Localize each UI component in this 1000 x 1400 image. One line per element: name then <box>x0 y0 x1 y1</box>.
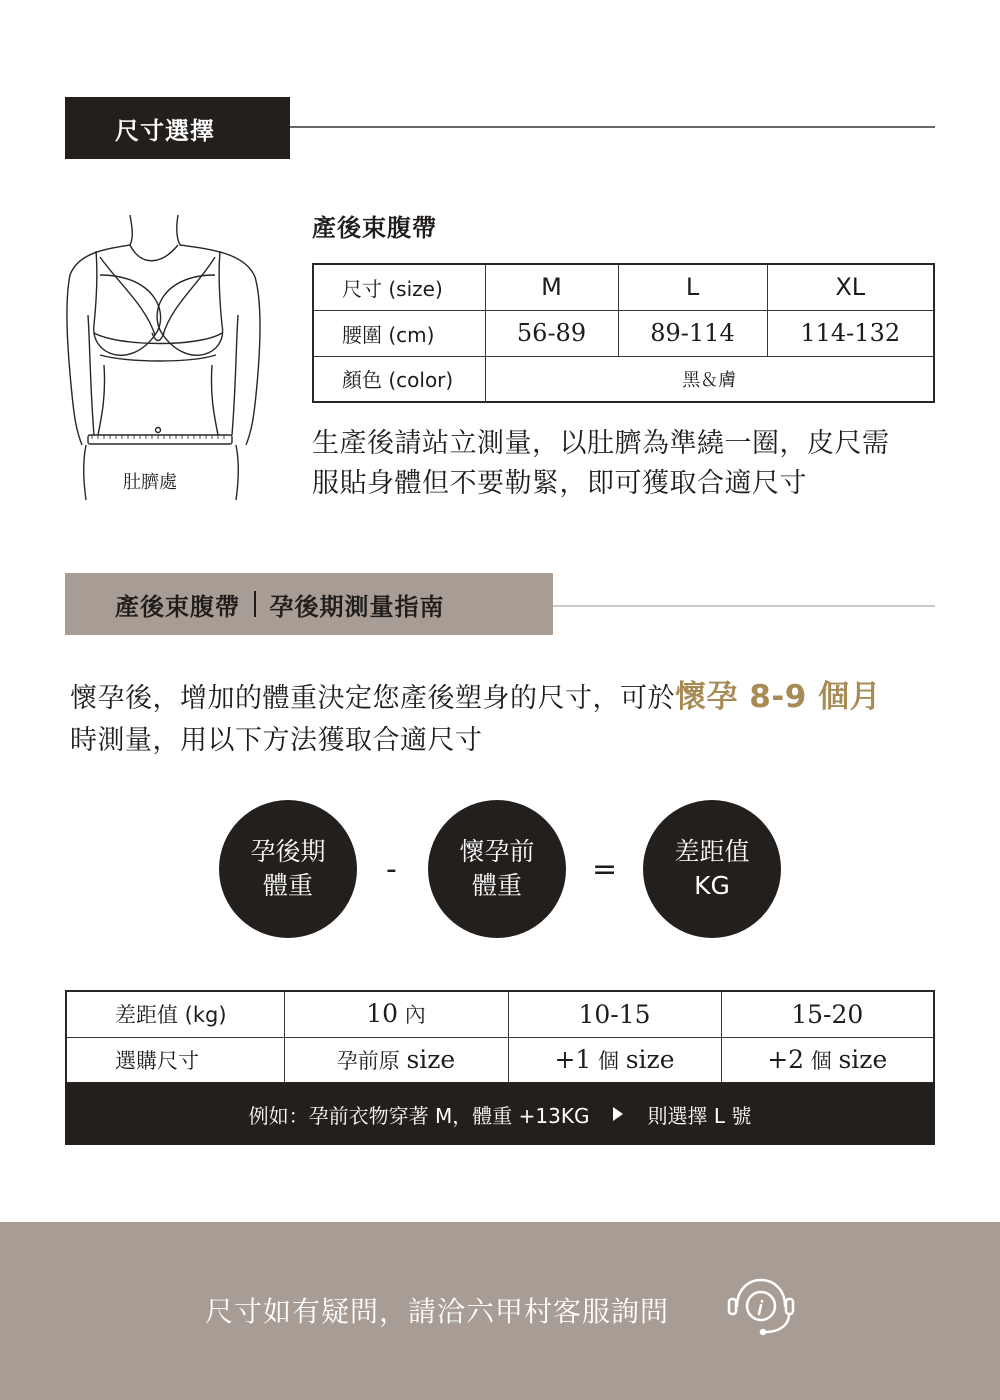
footer-text: 尺寸如有疑問，請洽六甲村客服詢問 <box>205 1295 670 1328</box>
circle-text: 懷孕前 <box>459 837 535 866</box>
table-row <box>313 356 934 402</box>
size-cell: M <box>485 264 618 310</box>
weight-size-table <box>65 990 935 1084</box>
example-bar <box>65 1083 935 1145</box>
section-header-text: 尺寸選擇 <box>115 116 215 145</box>
waist-cell: 114-132 <box>767 310 934 356</box>
table-row <box>313 310 934 356</box>
circle-late-pregnancy-weight <box>219 800 357 938</box>
measure-instructions <box>312 424 942 504</box>
measure-line: 生產後請站立測量，以肚臍為準繞一圈，皮尺需 <box>312 428 890 459</box>
figure-label-navel: 肚臍處 <box>123 472 177 493</box>
example-right: 則選擇 L 號 <box>647 1103 752 1128</box>
circle-text: 孕後期 <box>250 837 326 866</box>
circle-text: 體重 <box>471 871 522 900</box>
divider-line <box>290 126 935 128</box>
guide-line-1 <box>70 676 950 720</box>
example-left: 例如：孕前衣物穿著 M，體重 +13KG <box>248 1103 590 1128</box>
waist-cell: 56-89 <box>485 310 618 356</box>
divider-line <box>553 605 935 607</box>
guide-part: 懷孕後，增加的體重決定您產後塑身的尺寸，可於 <box>70 683 675 714</box>
size-choice-cell: +2 個 size <box>721 1037 934 1083</box>
table-row <box>66 991 934 1037</box>
header-separator <box>254 591 256 617</box>
guide-line-2: 時測量，用以下方法獲取合適尺寸 <box>70 725 483 756</box>
circle-text: KG <box>694 871 730 900</box>
table-row <box>66 1037 934 1083</box>
circle-pre-pregnancy-weight <box>428 800 566 938</box>
waist-cell: 89-114 <box>618 310 767 356</box>
equals-sign: = <box>592 852 618 887</box>
row-header: 顏色 (color) <box>313 356 485 402</box>
row-header: 腰圍 (cm) <box>313 310 485 356</box>
section-header-guide <box>65 573 553 635</box>
measure-line: 服貼身體但不要勒緊，即可獲取合適尺寸 <box>312 468 807 499</box>
header-right: 孕後期測量指南 <box>269 592 445 621</box>
customer-service-headset-icon[interactable] <box>724 1272 798 1342</box>
section-header-size-selection <box>65 97 290 159</box>
body-measure-illustration-icon <box>60 205 275 505</box>
size-cell: L <box>618 264 767 310</box>
circle-difference-kg <box>643 800 781 938</box>
size-choice-cell: +1 個 size <box>508 1037 721 1083</box>
arrow-right-icon <box>613 1107 623 1121</box>
size-choice-cell: 孕前原 size <box>284 1037 508 1083</box>
table-row <box>313 264 934 310</box>
guide-highlight: 懷孕 8-9 個月 <box>675 679 882 715</box>
size-table <box>312 263 935 403</box>
color-cell: 黑＆膚 <box>485 356 934 402</box>
circle-text: 體重 <box>262 871 313 900</box>
diff-cell: 10-15 <box>508 991 721 1037</box>
diff-cell: 10 內 <box>284 991 508 1037</box>
size-cell: XL <box>767 264 934 310</box>
guide-text <box>70 676 950 762</box>
product-title: 產後束腹帶 <box>312 214 437 242</box>
circle-text: 差距值 <box>674 837 750 866</box>
diff-cell: 15-20 <box>721 991 934 1037</box>
header-left: 產後束腹帶 <box>115 592 240 621</box>
row-header: 選購尺寸 <box>66 1037 284 1083</box>
row-header: 尺寸 (size) <box>313 264 485 310</box>
minus-sign: - <box>386 852 397 887</box>
row-header: 差距值 (kg) <box>66 991 284 1037</box>
